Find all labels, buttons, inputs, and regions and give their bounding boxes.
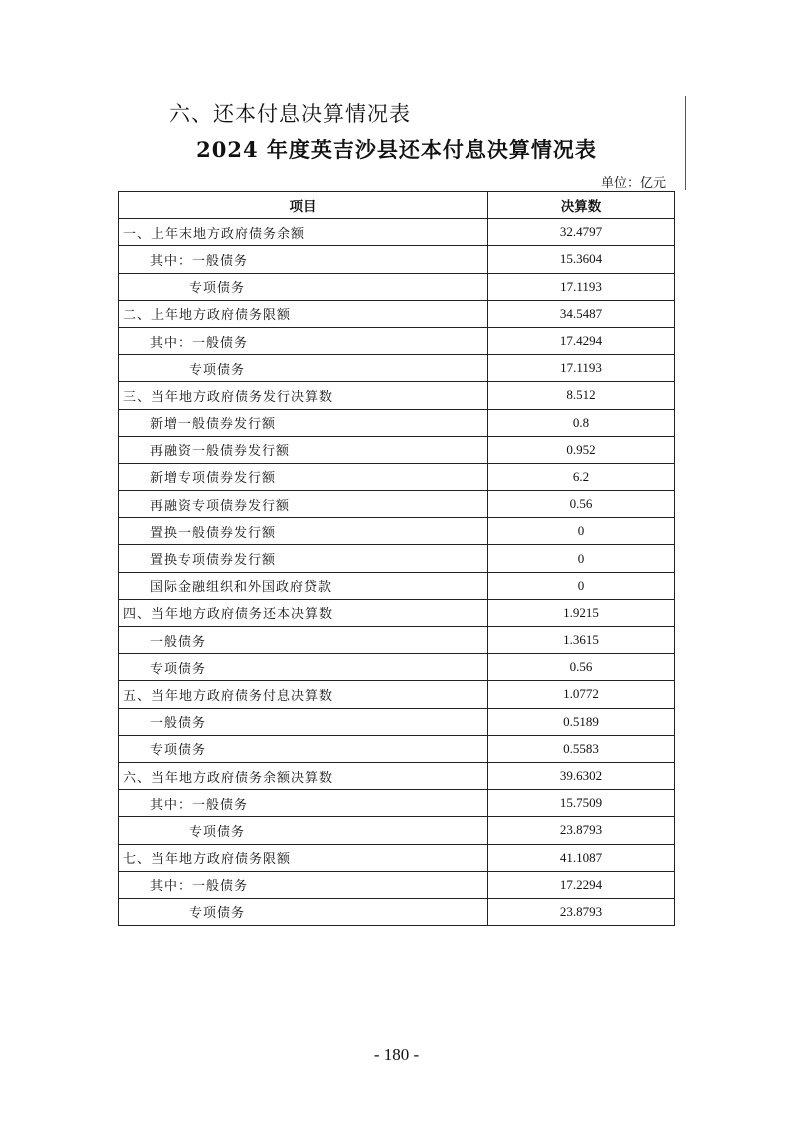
row-label: 新增专项债券发行额 (119, 463, 488, 490)
unit-label: 单位：亿元 (600, 176, 666, 191)
table-row (119, 409, 675, 436)
table-row (119, 708, 675, 735)
table-row (119, 219, 675, 246)
table-row (119, 518, 675, 545)
table-row (119, 355, 675, 382)
row-value: 17.2294 (488, 871, 675, 898)
row-value: 8.512 (488, 382, 675, 409)
row-value: 41.1087 (488, 844, 675, 871)
row-label: 专项债务 (119, 817, 488, 844)
row-value: 23.8793 (488, 898, 675, 925)
row-value: 0 (488, 518, 675, 545)
row-label: 其中：一般债务 (119, 327, 488, 354)
row-label: 五、当年地方政府债务付息决算数 (119, 681, 488, 708)
row-label: 其中：一般债务 (119, 246, 488, 273)
row-value: 0.5189 (488, 708, 675, 735)
table-row (119, 735, 675, 762)
table-header-row (119, 192, 675, 219)
row-value: 34.5487 (488, 300, 675, 327)
row-value: 0.56 (488, 491, 675, 518)
row-value: 0 (488, 572, 675, 599)
row-value: 17.1193 (488, 355, 675, 382)
table-row (119, 545, 675, 572)
row-label: 三、当年地方政府债务发行决算数 (119, 382, 488, 409)
row-value: 15.7509 (488, 790, 675, 817)
row-label: 其中：一般债务 (119, 790, 488, 817)
row-value: 6.2 (488, 463, 675, 490)
row-value: 17.4294 (488, 327, 675, 354)
row-label: 专项债务 (119, 735, 488, 762)
row-value: 0 (488, 545, 675, 572)
row-label: 再融资专项债券发行额 (119, 491, 488, 518)
row-value: 23.8793 (488, 817, 675, 844)
margin-rule (685, 96, 686, 190)
row-label: 四、当年地方政府债务还本决算数 (119, 599, 488, 626)
table-row (119, 273, 675, 300)
row-label: 国际金融组织和外国政府贷款 (119, 572, 488, 599)
row-value: 0.8 (488, 409, 675, 436)
row-value: 15.3604 (488, 246, 675, 273)
table-row (119, 654, 675, 681)
table-row (119, 817, 675, 844)
row-label: 置换专项债券发行额 (119, 545, 488, 572)
table-row (119, 300, 675, 327)
row-label: 新增一般债券发行额 (119, 409, 488, 436)
row-label: 一般债务 (119, 708, 488, 735)
row-label: 七、当年地方政府债务限额 (119, 844, 488, 871)
row-value: 39.6302 (488, 762, 675, 789)
row-label: 置换一般债券发行额 (119, 518, 488, 545)
row-value: 0.56 (488, 654, 675, 681)
table-row (119, 790, 675, 817)
settlement-table (118, 191, 675, 926)
table-row (119, 844, 675, 871)
row-value: 32.4797 (488, 219, 675, 246)
table-row (119, 572, 675, 599)
row-value: 0.5583 (488, 735, 675, 762)
row-label: 六、当年地方政府债务余额决算数 (119, 762, 488, 789)
row-label: 二、上年地方政府债务限额 (119, 300, 488, 327)
table-row (119, 436, 675, 463)
row-label: 其中：一般债务 (119, 871, 488, 898)
table-row (119, 681, 675, 708)
row-label: 专项债务 (119, 273, 488, 300)
table-row (119, 627, 675, 654)
table-row (119, 599, 675, 626)
page-number: - 180 - (373, 1045, 420, 1064)
table-row (119, 871, 675, 898)
table-row (119, 463, 675, 490)
section-heading: 六、还本付息决算情况表 (169, 102, 411, 126)
row-label: 一般债务 (119, 627, 488, 654)
row-value: 17.1193 (488, 273, 675, 300)
column-header-item: 项目 (119, 192, 488, 219)
table-row (119, 327, 675, 354)
row-value: 1.0772 (488, 681, 675, 708)
table-row (119, 246, 675, 273)
table-body (119, 219, 675, 926)
row-label: 一、上年末地方政府债务余额 (119, 219, 488, 246)
table-row (119, 898, 675, 925)
table-title: 2024 年度英吉沙县还本付息决算情况表 (196, 137, 597, 162)
row-value: 1.9215 (488, 599, 675, 626)
table-row (119, 762, 675, 789)
table-row (119, 491, 675, 518)
row-label: 再融资一般债券发行额 (119, 436, 488, 463)
row-label: 专项债务 (119, 654, 488, 681)
row-value: 1.3615 (488, 627, 675, 654)
row-label: 专项债务 (119, 898, 488, 925)
row-value: 0.952 (488, 436, 675, 463)
row-label: 专项债务 (119, 355, 488, 382)
column-header-value: 决算数 (488, 192, 675, 219)
table-row (119, 382, 675, 409)
